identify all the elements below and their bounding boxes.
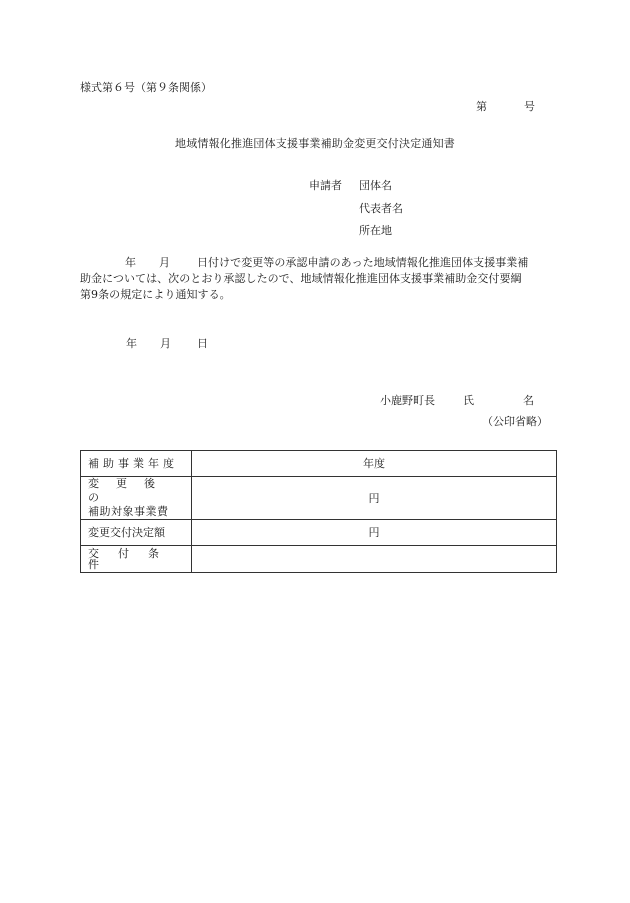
revised-cost-label-line-1: 変更後の <box>88 477 172 504</box>
body-text-line-3: 第9条の規定により通知する。 <box>80 288 231 301</box>
notice-date-day: 日 <box>197 337 208 350</box>
body-year-label: 年 <box>125 256 137 269</box>
document-number-suffix: 号 <box>524 100 535 113</box>
table-cell-label <box>81 451 192 477</box>
document-title: 地域情報化推進団体支援事業補助金変更交付決定通知書 <box>175 137 455 150</box>
body-month-label: 月 <box>159 256 171 269</box>
revised-grant-amount-label: 変更交付決定額 <box>88 526 165 539</box>
body-text-line-1: 日付けで変更等の承認申請のあった地域情報化推進団体支援事業補 <box>197 256 529 269</box>
table-cell-label <box>81 520 192 546</box>
notice-date-month: 月 <box>160 337 171 350</box>
grant-conditions-label: 交付条件 <box>88 547 178 571</box>
applicant-label: 申請者 <box>309 179 342 192</box>
address-label: 所在地 <box>359 224 392 237</box>
representative-name-label: 代表者名 <box>359 202 403 215</box>
document-number-prefix: 第 <box>476 100 487 113</box>
table-cell-value <box>192 477 557 520</box>
organization-name-label: 団体名 <box>359 179 392 192</box>
notice-date-year: 年 <box>126 337 137 350</box>
table-cell-label <box>81 477 192 520</box>
table-cell-value <box>192 520 557 546</box>
issuer-name-label-shi: 氏 <box>463 394 474 407</box>
table-row <box>81 520 557 546</box>
revised-cost-label-line-2: 補助対象事業費 <box>88 505 169 518</box>
fiscal-year-label: 補助事業年度 <box>88 457 178 470</box>
seal-omitted-note: （公印省略） <box>482 415 548 428</box>
body-text-line-2: 助金については、次のとおり承認したので、地域情報化推進団体支援事業補助金交付要綱 <box>80 272 522 285</box>
issuer-name-label-na: 名 <box>523 394 534 407</box>
fiscal-year-value: 年度 <box>363 457 385 470</box>
issuer-title: 小鹿野町長 <box>380 394 435 407</box>
table-cell-value <box>192 546 557 573</box>
table-cell-label <box>81 546 192 573</box>
revised-cost-value: 円 <box>368 491 380 505</box>
table-cell-value <box>192 451 557 477</box>
subsidy-details-table <box>80 450 557 573</box>
table-row <box>81 546 557 573</box>
form-number: 様式第６号（第９条関係） <box>80 81 212 94</box>
table-row <box>81 477 557 520</box>
revised-grant-amount-value: 円 <box>368 526 380 539</box>
table-row <box>81 451 557 477</box>
